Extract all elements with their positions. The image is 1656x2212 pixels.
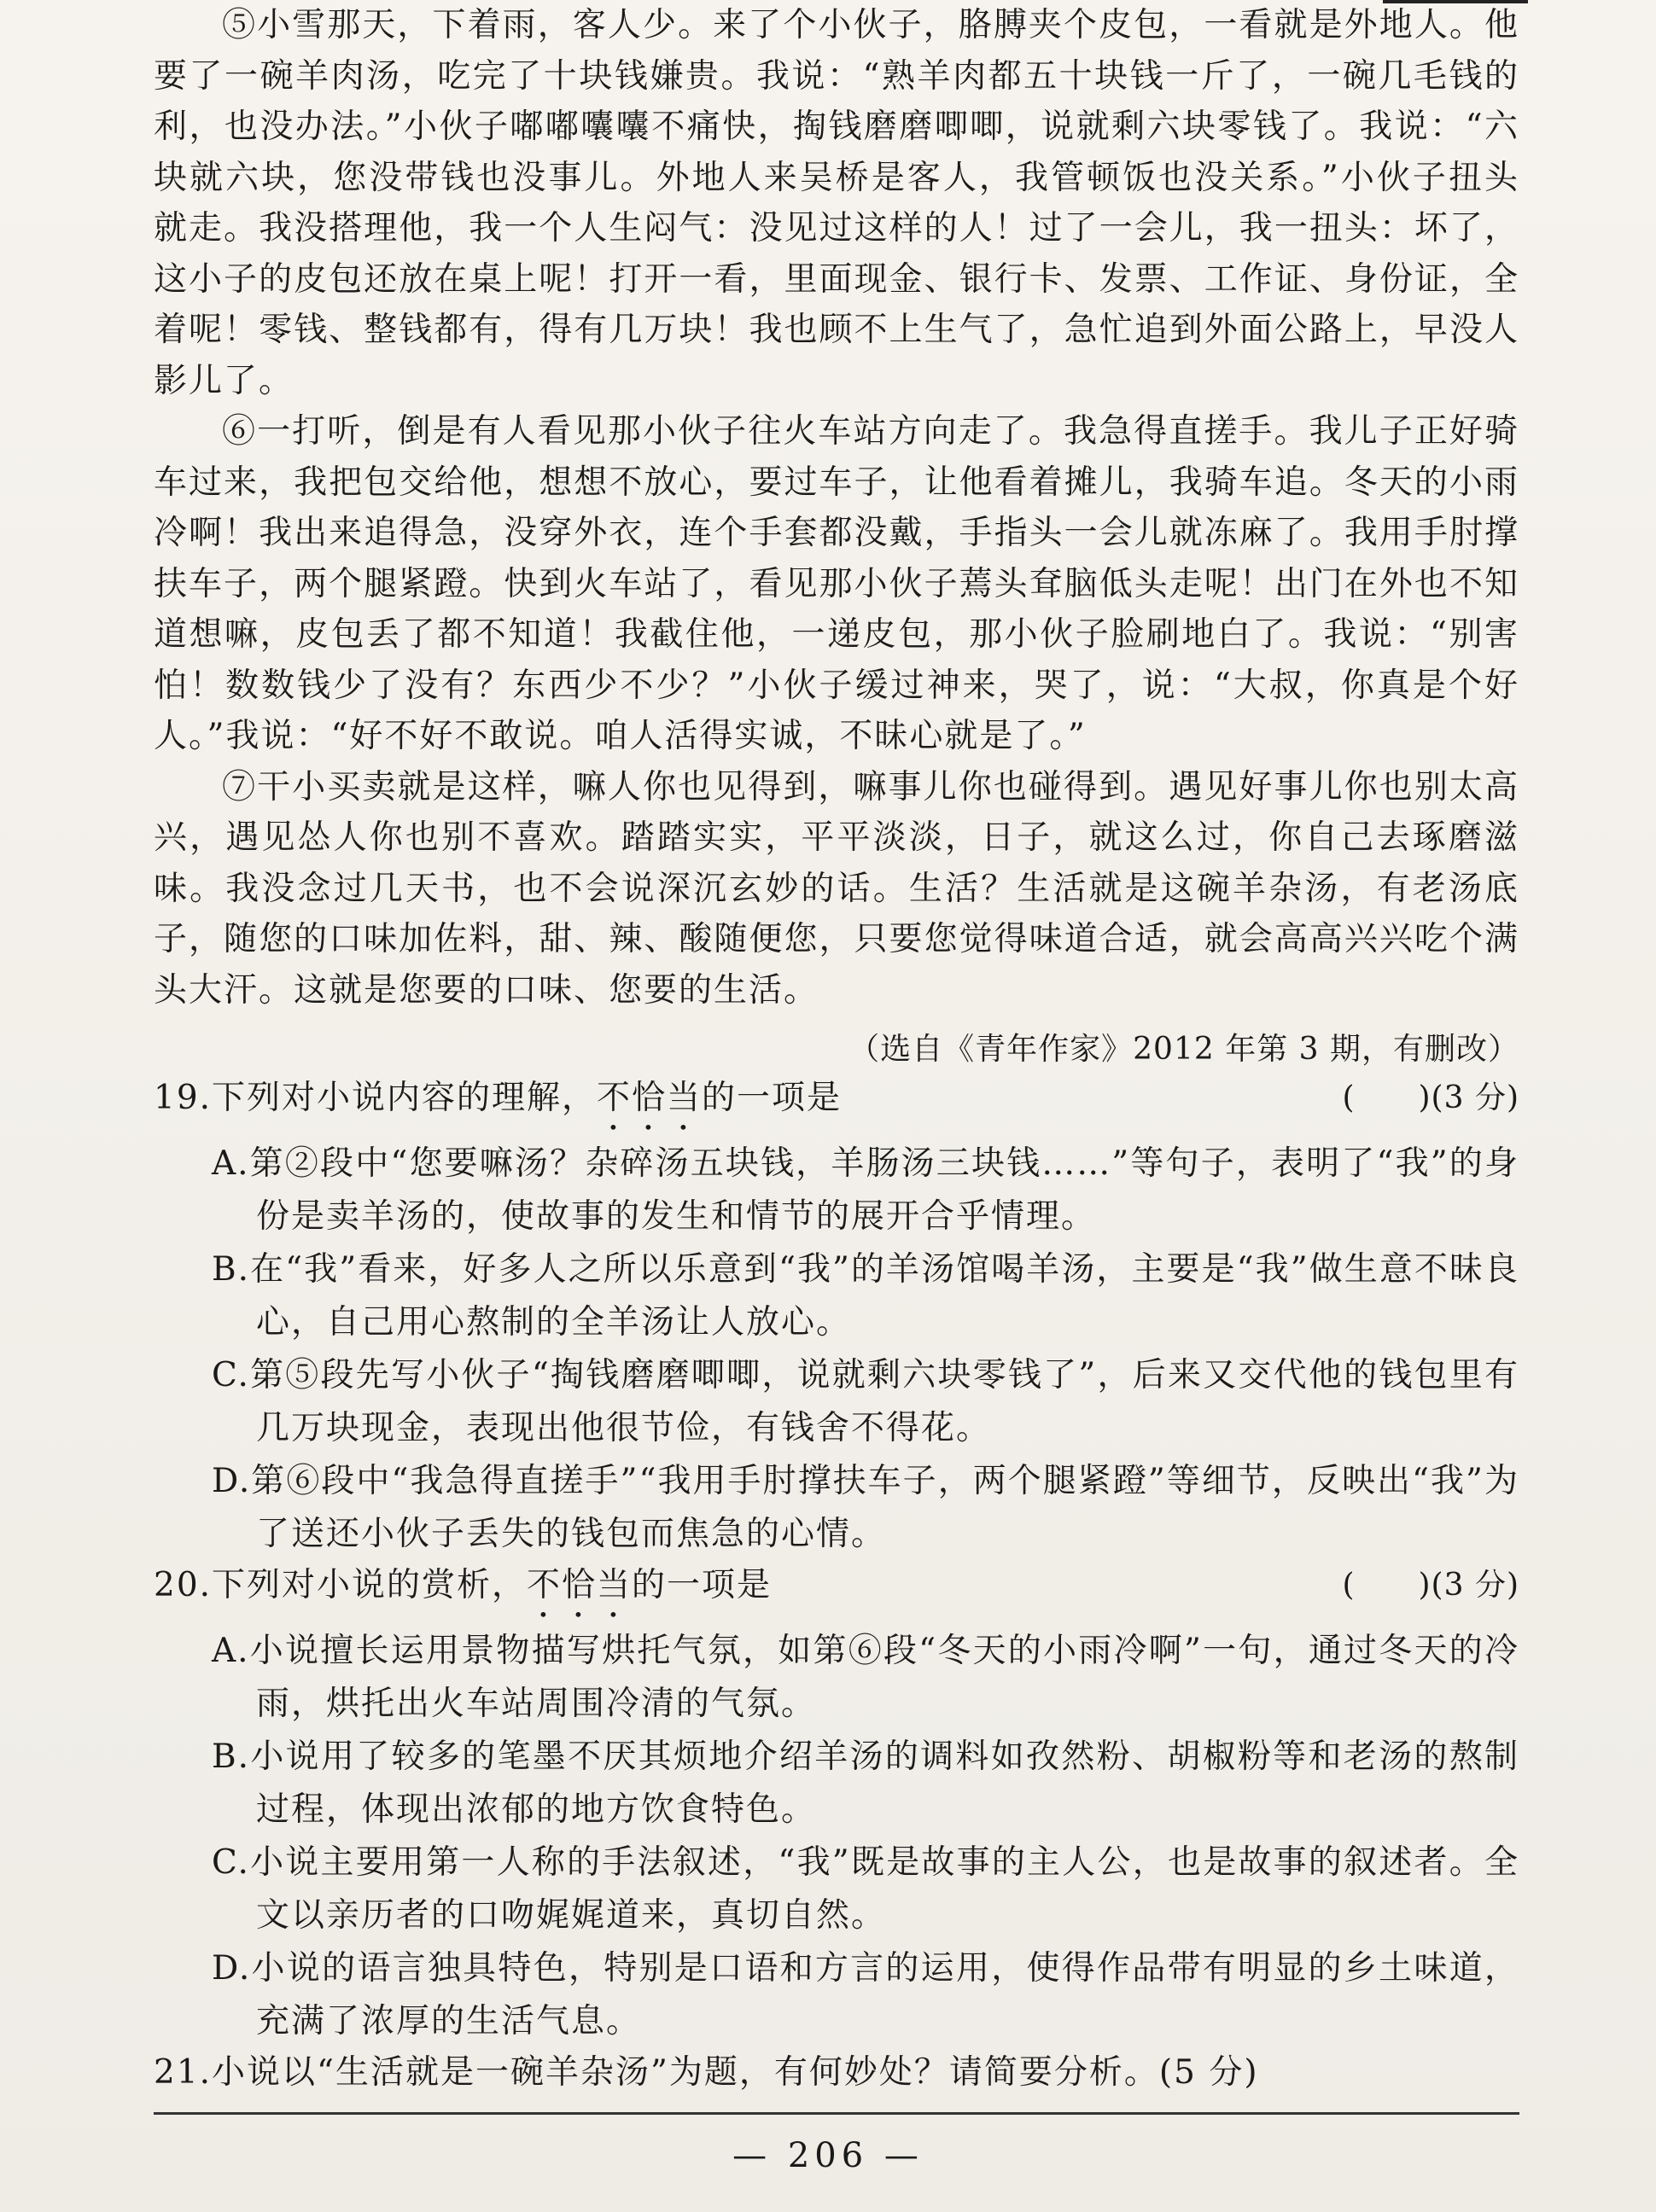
question-20-stem [154, 1561, 1519, 1625]
question-19-stem [154, 1074, 1519, 1138]
question-19-option-a: A.第②段中“您要嘛汤？杂碎汤五块钱，羊肠汤三块钱……”等句子，表明了“我”的身份是卖羊汤的，使故事的发生和情节的展开合乎情理。 [212, 1144, 1519, 1236]
paragraph-6: ⑥一打听，倒是有人看见那小伙子往火车站方向走了。我急得直搓手。我儿子正好骑车过来，我把包交给他，想想不放心，要过车子，让他看着摊儿，我骑车追。冬天的小雨冷啊！我出来追得急，没穿外衣，连个手套都没戴，手指头一会儿就冻麻了。我用手肘撑扶车子，两个腿紧蹬。快到火车站了，看见那小伙子蔫头耷脑低头走呢！出门在外也不知道想嘛，皮包丢了都不知道！我截住他，一递皮包，那小伙子脸刷地白了。我说：“别害怕！数数钱少了没有？东西少不少？”小伙子缓过神来，哭了，说：“大叔，你真是个好人。”我说：“好不好不敢说。咱人活得实诚，不昧心就是了。” [154, 412, 1519, 755]
question-20 [154, 1561, 1519, 2048]
page-body [154, 0, 1519, 2098]
question-20-option-c: C.小说主要用第一人称的手法叙述，“我”既是故事的主人公，也是故事的叙述者。全文以亲历者的口吻娓娓道来，真切自然。 [212, 1843, 1519, 1935]
question-19-option-d: D.第⑥段中“我急得直搓手”“我用手肘撑扶车子，两个腿紧蹬”等细节，反映出“我”为了送还小伙子丢失的钱包而焦急的心情。 [212, 1462, 1519, 1553]
question-20-stem-post: 的一项是 [632, 1566, 773, 1604]
paragraph-7: ⑦干小买卖就是这样，嘛人你也见得到，嘛事儿你也碰得到。遇见好事儿你也别太高兴，遇见怂人你也别不喜欢。踏踏实实，平平淡淡，日子，就这么过，你自己去琢磨滋味。我没念过几天书，也不会说深沉玄妙的话。生活？生活就是这碗羊杂汤，有老汤底子，随您的口味加佐料，甜、辣、酸随便您，只要您觉得味道合适，就会高高兴兴吃个满头大汗。这就是您要的口味、您要的生活。 [154, 767, 1519, 1010]
question-19-stem-pre: 19.下列对小说内容的理解， [154, 1079, 598, 1117]
bottom-rule [154, 2112, 1519, 2115]
question-20-option-b: B.小说用了较多的笔墨不厌其烦地介绍羊汤的调料如孜然粉、胡椒粉等和老汤的熬制过程，体现出浓郁的地方饮食特色。 [212, 1738, 1519, 1829]
question-20-stem-pre: 20.下列对小说的赏析， [154, 1566, 528, 1604]
question-20-option-d: D.小说的语言独具特色，特别是口语和方言的运用，使得作品带有明显的乡土味道，充满了浓厚的生活气息。 [212, 1949, 1519, 2040]
question-19-emphasis: 不恰当 [597, 1079, 703, 1117]
question-19-score: ( )(3 分) [1342, 1080, 1519, 1115]
question-19-option-c: C.第⑤段先写小伙子“掏钱磨磨唧唧，说就剩六块零钱了”，后来又交代他的钱包里有几万块现金，表现出他很节俭，有钱舍不得花。 [212, 1356, 1519, 1447]
page-number: — 206 — [732, 2136, 924, 2175]
source-citation: （选自《青年作家》2012 年第 3 期，有删改） [848, 1032, 1519, 1067]
paragraph-5: ⑤小雪那天，下着雨，客人少。来了个小伙子，胳膊夹个皮包，一看就是外地人。他要了一碗羊肉汤，吃完了十块钱嫌贵。我说：“熟羊肉都五十块钱一斤了，一碗几毛钱的利，也没办法。”小伙子嘟嘟囔囔不痛快，掏钱磨磨唧唧，说就剩六块零钱了。我说：“六块就六块，您没带钱也没事儿。外地人来吴桥是客人，我管顿饭也没关系。”小伙子扭头就走。我没搭理他，我一个人生闷气：没见过这样的人！过了一会儿，我一扭头：坏了，这小子的皮包还放在桌上呢！打开一看，里面现金、银行卡、发票、工作证、身份证，全着呢！零钱、整钱都有，得有几万块！我也顾不上生气了，急忙追到外面公路上，早没人影儿了。 [154, 6, 1519, 400]
question-19-stem-post: 的一项是 [702, 1079, 843, 1117]
question-19 [154, 1074, 1519, 1561]
question-21-stem: 21.小说以“生活就是一碗羊杂汤”为题，有何妙处？请简要分析。(5 分) [154, 2053, 1259, 2092]
question-20-option-a: A.小说擅长运用景物描写烘托气氛，如第⑥段“冬天的小雨冷啊”一句，通过冬天的冷雨，烘托出火车站周围冷清的气氛。 [212, 1632, 1519, 1723]
question-19-option-b: B.在“我”看来，好多人之所以乐意到“我”的羊汤馆喝羊汤，主要是“我”做生意不昧良心，自己用心熬制的全羊汤让人放心。 [212, 1250, 1519, 1342]
question-20-score: ( )(3 分) [1342, 1568, 1519, 1603]
question-20-emphasis: 不恰当 [527, 1566, 633, 1604]
